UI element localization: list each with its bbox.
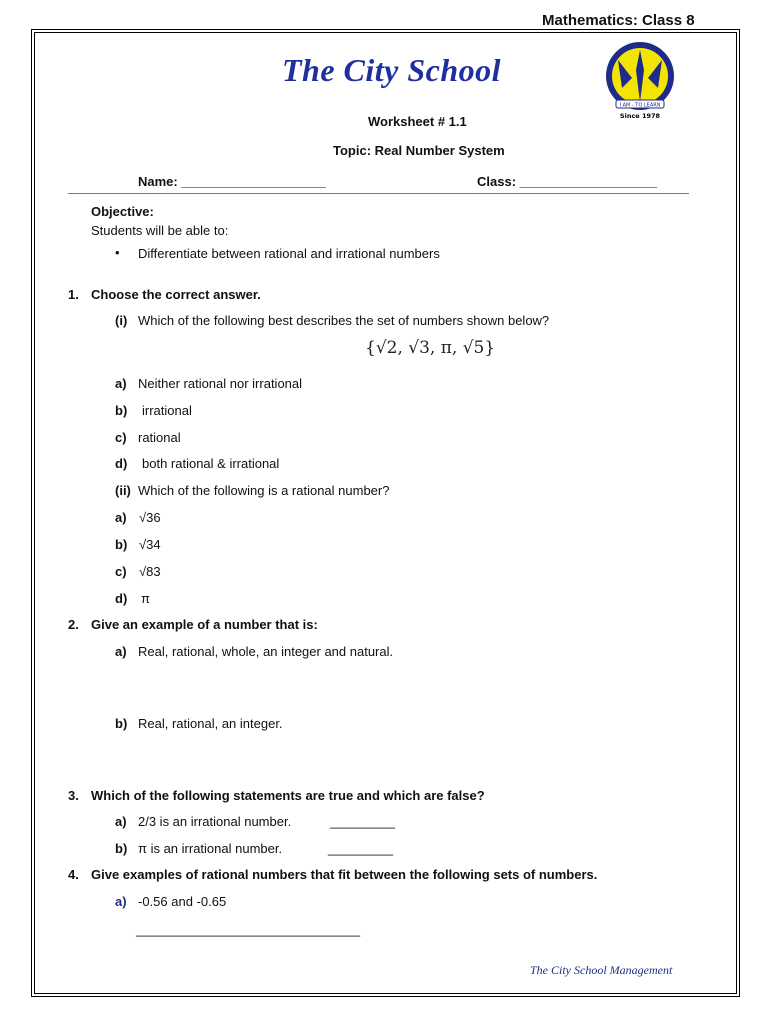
q1-i-b-text: irrational xyxy=(142,403,192,418)
q1-i-d-text: both rational & irrational xyxy=(142,456,280,471)
q1-i-a-label: a) xyxy=(115,376,127,391)
q4-a-label: a) xyxy=(115,894,127,909)
q1-ii-c-label: c) xyxy=(115,564,127,579)
header-divider xyxy=(68,193,689,194)
subject-header: Mathematics: Class 8 xyxy=(542,12,695,29)
q1-ii-a-text: √36 xyxy=(139,510,161,525)
logo-since: Since 1978 xyxy=(619,112,661,120)
objective-intro: Students will be able to: xyxy=(91,223,229,238)
class-field: Class: ___________________ xyxy=(477,174,658,189)
q1-ii-c-text: √83 xyxy=(139,564,161,579)
q4-number: 4. xyxy=(68,867,79,882)
q4-heading: Give examples of rational numbers that fit between the following sets of numbers. xyxy=(91,867,598,882)
q2-b-label: b) xyxy=(115,716,128,731)
q3-b-blank: _________ xyxy=(328,841,394,856)
school-logo xyxy=(600,40,680,120)
objective-bullet: Differentiate between rational and irrational numbers xyxy=(138,246,440,261)
q1-i-number: (i) xyxy=(115,313,128,328)
school-name: The City School xyxy=(282,52,502,88)
q1-i-c-text: rational xyxy=(138,430,181,445)
q1-i-c-label: c) xyxy=(115,430,127,445)
q1-i-a-text: Neither rational nor irrational xyxy=(138,376,303,391)
q1-i-b-label: b) xyxy=(115,403,128,418)
q3-heading: Which of the following statements are true and which are false? xyxy=(91,788,485,803)
q4-a-text: -0.56 and -0.65 xyxy=(138,894,227,909)
q1-ii-a-label: a) xyxy=(115,510,127,525)
q1-ii-number: (ii) xyxy=(115,483,131,498)
q3-number: 3. xyxy=(68,788,79,803)
q1-ii-d-text: π xyxy=(141,591,150,606)
q1-number: 1. xyxy=(68,287,79,302)
logo-motto: I AM - TO LEARN xyxy=(619,102,661,109)
q1-heading: Choose the correct answer. xyxy=(91,287,261,302)
footer-signature: The City School Management xyxy=(530,963,673,977)
q1-i-set: {√2, √3, π, √5} xyxy=(365,338,496,358)
worksheet-title: Worksheet # 1.1 xyxy=(368,114,467,129)
q2-b-text: Real, rational, an integer. xyxy=(138,716,283,731)
q3-a-label: a) xyxy=(115,814,127,829)
q4-a-blank: _______________________________ xyxy=(136,922,361,937)
q2-a-text: Real, rational, whole, an integer and natural. xyxy=(138,644,394,659)
objective-heading: Objective: xyxy=(91,204,154,219)
q1-i-d-label: d) xyxy=(115,456,128,471)
q3-a-blank: _________ xyxy=(330,814,396,829)
q2-a-label: a) xyxy=(115,644,127,659)
q1-i-text: Which of the following best describes the set of numbers shown below? xyxy=(138,313,550,328)
worksheet-topic: Topic: Real Number System xyxy=(333,143,505,158)
q2-heading: Give an example of a number that is: xyxy=(91,617,318,632)
q1-ii-b-label: b) xyxy=(115,537,128,552)
q1-ii-text: Which of the following is a rational number? xyxy=(138,483,390,498)
q3-a-text: 2/3 is an irrational number. xyxy=(138,814,292,829)
q1-ii-b-text: √34 xyxy=(139,537,161,552)
q1-ii-d-label: d) xyxy=(115,591,128,606)
q3-b-label: b) xyxy=(115,841,128,856)
bullet-icon: • xyxy=(115,245,120,260)
q3-b-text: π is an irrational number. xyxy=(138,841,283,856)
q2-number: 2. xyxy=(68,617,79,632)
name-field: Name: ____________________ xyxy=(138,174,326,189)
